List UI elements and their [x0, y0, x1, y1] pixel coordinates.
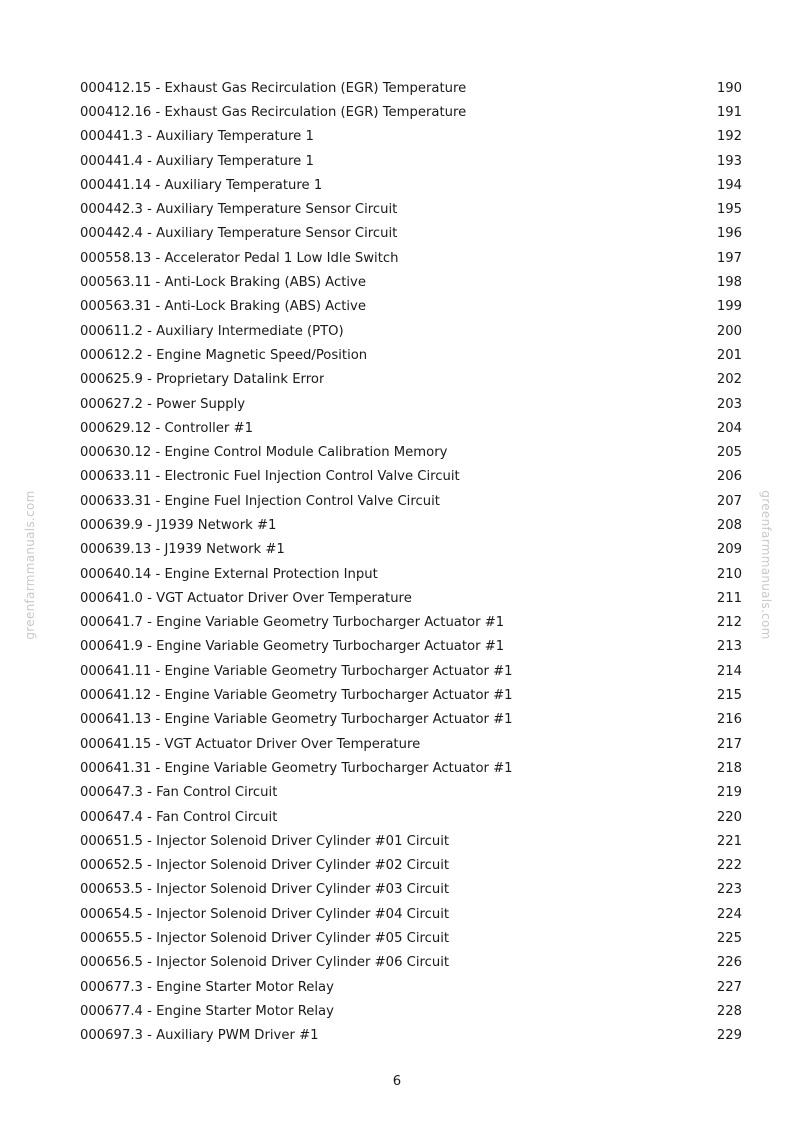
toc-entry[interactable]	[80, 635, 742, 659]
toc-entry-title: 000441.4 - Auxiliary Temperature 1	[80, 153, 314, 169]
toc-entry-page: 202	[716, 372, 742, 388]
toc-entry-title: 000641.0 - VGT Actuator Driver Over Temperature	[80, 590, 412, 606]
toc-entry-title: 000633.11 - Electronic Fuel Injection Control Valve Circuit	[80, 469, 460, 485]
toc-entry-page: 227	[716, 979, 742, 995]
toc-entry[interactable]	[80, 319, 742, 343]
toc-entry-title: 000627.2 - Power Supply	[80, 396, 246, 412]
toc-entry[interactable]	[80, 756, 742, 780]
toc-entry-title: 000697.3 - Auxiliary PWM Driver #1	[80, 1028, 319, 1044]
toc-entry-title: 000563.11 - Anti-Lock Braking (ABS) Active	[80, 275, 366, 291]
toc-entry[interactable]	[80, 246, 742, 270]
toc-entry[interactable]	[80, 562, 742, 586]
toc-entry[interactable]	[80, 683, 742, 707]
toc-entry-title: 000612.2 - Engine Magnetic Speed/Position	[80, 347, 368, 363]
toc-entry[interactable]	[80, 222, 742, 246]
toc-entry-page: 226	[716, 955, 742, 971]
toc-entry-title: 000677.4 - Engine Starter Motor Relay	[80, 1003, 334, 1019]
toc-entry[interactable]	[80, 854, 742, 878]
toc-entry-title: 000625.9 - Proprietary Datalink Error	[80, 372, 325, 388]
toc-entry-title: 000558.13 - Accelerator Pedal 1 Low Idle Switch	[80, 250, 399, 266]
toc-entry[interactable]	[80, 197, 742, 221]
toc-entry[interactable]	[80, 149, 742, 173]
watermark-right: greenfarmmanuals.com	[759, 490, 773, 640]
toc-entry[interactable]	[80, 926, 742, 950]
toc-entry-page: 206	[716, 469, 742, 485]
toc-entry-title: 000630.12 - Engine Control Module Calibration Memory	[80, 445, 448, 461]
toc-entry-page: 190	[716, 80, 742, 96]
toc-entry-page: 223	[716, 882, 742, 898]
toc-entry-title: 000633.31 - Engine Fuel Injection Control Valve Circuit	[80, 493, 440, 509]
toc-entry-title: 000653.5 - Injector Solenoid Driver Cylinder #03 Circuit	[80, 882, 450, 898]
toc-entry-title: 000611.2 - Auxiliary Intermediate (PTO)	[80, 323, 344, 339]
toc-entry-page: 224	[716, 906, 742, 922]
toc-entry[interactable]	[80, 368, 742, 392]
toc-entry-page: 207	[716, 493, 742, 509]
toc-entry[interactable]	[80, 659, 742, 683]
toc-entry-title: 000656.5 - Injector Solenoid Driver Cylinder #06 Circuit	[80, 955, 450, 971]
toc-entry[interactable]	[80, 513, 742, 537]
toc-entry[interactable]	[80, 76, 742, 100]
toc-entry-title: 000652.5 - Injector Solenoid Driver Cylinder #02 Circuit	[80, 858, 450, 874]
toc-entry-page: 225	[716, 931, 742, 947]
toc-entry[interactable]	[80, 805, 742, 829]
toc-entry-title: 000629.12 - Controller #1	[80, 420, 253, 436]
toc-entry-page: 195	[716, 202, 742, 218]
table-of-contents	[80, 76, 742, 1048]
toc-entry-page: 191	[716, 104, 742, 120]
toc-entry[interactable]	[80, 975, 742, 999]
toc-entry-title: 000641.11 - Engine Variable Geometry Turbocharger Actuator #1	[80, 663, 513, 679]
toc-entry[interactable]	[80, 732, 742, 756]
toc-entry-page: 198	[716, 275, 742, 291]
toc-entry-title: 000441.14 - Auxiliary Temperature 1	[80, 177, 323, 193]
toc-entry-title: 000442.4 - Auxiliary Temperature Sensor Circuit	[80, 226, 398, 242]
toc-entry-page: 204	[716, 420, 742, 436]
toc-entry-title: 000412.15 - Exhaust Gas Recirculation (EGR) Temperature	[80, 80, 467, 96]
toc-entry-page: 199	[716, 299, 742, 315]
toc-entry[interactable]	[80, 125, 742, 149]
toc-entry[interactable]	[80, 781, 742, 805]
toc-entry-title: 000641.9 - Engine Variable Geometry Turbocharger Actuator #1	[80, 639, 505, 655]
toc-entry-page: 217	[716, 736, 742, 752]
toc-entry[interactable]	[80, 173, 742, 197]
toc-entry-title: 000655.5 - Injector Solenoid Driver Cylinder #05 Circuit	[80, 931, 450, 947]
toc-entry-page: 220	[716, 809, 742, 825]
toc-entry-title: 000641.31 - Engine Variable Geometry Turbocharger Actuator #1	[80, 760, 513, 776]
toc-entry[interactable]	[80, 586, 742, 610]
toc-entry-page: 194	[716, 177, 742, 193]
toc-entry[interactable]	[80, 489, 742, 513]
toc-entry[interactable]	[80, 1024, 742, 1048]
toc-entry-title: 000647.3 - Fan Control Circuit	[80, 785, 278, 801]
toc-entry-page: 203	[716, 396, 742, 412]
toc-entry-page: 197	[716, 250, 742, 266]
toc-entry-title: 000639.13 - J1939 Network #1	[80, 542, 285, 558]
toc-entry-page: 196	[716, 226, 742, 242]
toc-entry-page: 209	[716, 542, 742, 558]
toc-entry-page: 201	[716, 347, 742, 363]
toc-entry[interactable]	[80, 416, 742, 440]
toc-entry[interactable]	[80, 295, 742, 319]
toc-entry-title: 000441.3 - Auxiliary Temperature 1	[80, 129, 314, 145]
toc-entry-title: 000641.12 - Engine Variable Geometry Turbocharger Actuator #1	[80, 688, 513, 704]
toc-entry-title: 000677.3 - Engine Starter Motor Relay	[80, 979, 334, 995]
toc-entry[interactable]	[80, 465, 742, 489]
toc-entry-title: 000412.16 - Exhaust Gas Recirculation (EGR) Temperature	[80, 104, 467, 120]
toc-entry-title: 000639.9 - J1939 Network #1	[80, 517, 277, 533]
toc-entry[interactable]	[80, 708, 742, 732]
toc-entry-title: 000651.5 - Injector Solenoid Driver Cylinder #01 Circuit	[80, 833, 450, 849]
toc-entry-title: 000641.15 - VGT Actuator Driver Over Temperature	[80, 736, 421, 752]
toc-entry-page: 211	[716, 590, 742, 606]
toc-entry-page: 218	[716, 760, 742, 776]
toc-entry-page: 193	[716, 153, 742, 169]
toc-entry-page: 216	[716, 712, 742, 728]
toc-entry[interactable]	[80, 538, 742, 562]
toc-entry[interactable]	[80, 902, 742, 926]
toc-entry[interactable]	[80, 878, 742, 902]
toc-entry[interactable]	[80, 440, 742, 464]
toc-entry[interactable]	[80, 951, 742, 975]
toc-entry-page: 228	[716, 1003, 742, 1019]
toc-entry-page: 214	[716, 663, 742, 679]
watermark-left: greenfarmmanuals.com	[23, 490, 37, 640]
toc-entry[interactable]	[80, 343, 742, 367]
toc-entry[interactable]	[80, 392, 742, 416]
toc-entry-title: 000442.3 - Auxiliary Temperature Sensor Circuit	[80, 202, 398, 218]
toc-entry[interactable]	[80, 999, 742, 1023]
toc-entry-page: 213	[716, 639, 742, 655]
toc-entry-title: 000647.4 - Fan Control Circuit	[80, 809, 278, 825]
toc-entry-title: 000641.13 - Engine Variable Geometry Turbocharger Actuator #1	[80, 712, 513, 728]
toc-entry[interactable]	[80, 270, 742, 294]
toc-entry-page: 192	[716, 129, 742, 145]
toc-entry[interactable]	[80, 829, 742, 853]
toc-entry-page: 229	[716, 1028, 742, 1044]
toc-entry-title: 000563.31 - Anti-Lock Braking (ABS) Active	[80, 299, 366, 315]
toc-entry[interactable]	[80, 100, 742, 124]
toc-entry-page: 200	[716, 323, 742, 339]
toc-entry-page: 221	[716, 833, 742, 849]
toc-entry-title: 000641.7 - Engine Variable Geometry Turbocharger Actuator #1	[80, 615, 505, 631]
toc-entry-page: 212	[716, 615, 742, 631]
toc-entry-page: 210	[716, 566, 742, 582]
toc-entry-title: 000640.14 - Engine External Protection Input	[80, 566, 378, 582]
page-number: 6	[392, 1074, 402, 1089]
toc-entry-page: 215	[716, 688, 742, 704]
toc-entry-page: 219	[716, 785, 742, 801]
toc-entry-page: 222	[716, 858, 742, 874]
toc-entry-page: 205	[716, 445, 742, 461]
toc-entry-title: 000654.5 - Injector Solenoid Driver Cylinder #04 Circuit	[80, 906, 450, 922]
toc-entry-page: 208	[716, 517, 742, 533]
toc-entry[interactable]	[80, 611, 742, 635]
